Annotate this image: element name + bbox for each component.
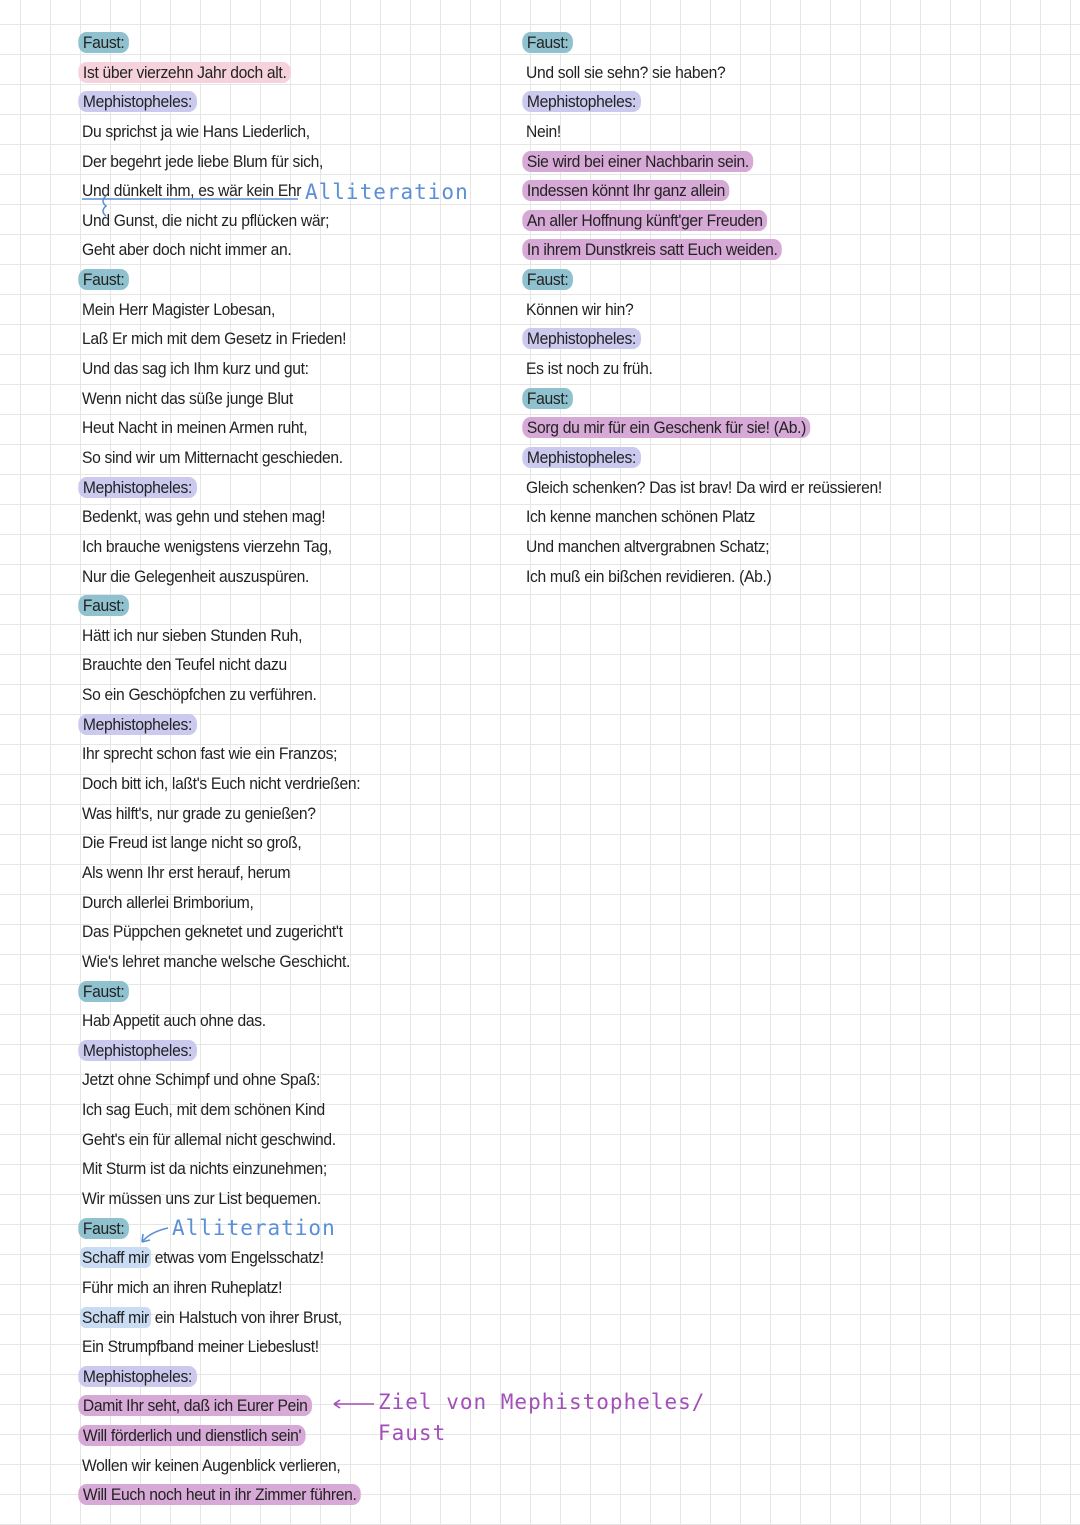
verse-text: Gleich schenken? Das ist brav! Da wird er reüssieren!	[526, 477, 882, 497]
speaker-name: Mephistopheles:	[78, 1366, 196, 1387]
speaker-label	[526, 384, 882, 414]
verse-text: In ihrem Dunstkreis satt Euch weiden.	[522, 239, 782, 260]
verse-line	[526, 532, 882, 562]
speaker-name: Faust:	[522, 32, 573, 53]
speaker-name: Mephistopheles:	[522, 91, 640, 112]
verse-line	[82, 58, 361, 88]
verse-line	[82, 1391, 361, 1421]
verse-text: Will förderlich und dienstlich sein'	[78, 1425, 305, 1446]
verse-line	[82, 1243, 361, 1273]
verse-text: Der begehrt jede liebe Blum für sich,	[82, 151, 324, 171]
verse-text: Hätt ich nur sieben Stunden Ruh,	[82, 625, 303, 645]
verse-line	[82, 295, 361, 325]
verse-line	[82, 1006, 361, 1036]
verse-text: Ist über vierzehn Jahr doch alt.	[78, 62, 291, 83]
speaker-label	[82, 87, 361, 117]
verse-line	[82, 324, 361, 354]
verse-line	[82, 680, 361, 710]
verse-line	[82, 828, 361, 858]
verse-line	[526, 562, 882, 592]
verse-text: Ich kenne manchen schönen Platz	[526, 507, 756, 527]
verse-line	[526, 354, 882, 384]
verse-line	[526, 58, 882, 88]
verse-text: Heut Nacht in meinen Armen ruht,	[82, 418, 308, 438]
verse-text: Wir müssen uns zur List bequemen.	[82, 1188, 321, 1208]
verse-text: Will Euch noch heut in ihr Zimmer führen.	[78, 1484, 361, 1505]
verse-text: Ich sag Euch, mit dem schönen Kind	[82, 1100, 325, 1120]
verse-text: Damit Ihr seht, daß ich Eurer Pein	[78, 1395, 312, 1416]
verse-line	[82, 117, 361, 147]
alliteration-note-2: Alliteration	[172, 1216, 336, 1240]
speaker-name: Mephistopheles:	[522, 447, 640, 468]
speaker-label	[82, 591, 361, 621]
verse-text: Können wir hin?	[526, 299, 634, 319]
verse-text: Wenn nicht das süße junge Blut	[82, 388, 293, 408]
speaker-name: Faust:	[78, 1218, 129, 1239]
verse-text: Es ist noch zu früh.	[526, 359, 653, 379]
verse-text: Du sprichst ja wie Hans Liederlich,	[82, 121, 310, 141]
verse-text: Nein!	[526, 121, 561, 141]
verse-text: Als wenn Ihr erst herauf, herum	[82, 862, 291, 882]
verse-text: Ich muß ein bißchen revidieren. (Ab.)	[526, 566, 772, 586]
verse-text: Das Püppchen geknetet und zugericht't	[82, 922, 343, 942]
verse-text: Geht aber doch nicht immer an.	[82, 240, 292, 260]
verse-line	[82, 147, 361, 177]
verse-line	[82, 1332, 361, 1362]
verse-line	[82, 235, 361, 265]
verse-text: Wollen wir keinen Augenblick verlieren,	[82, 1455, 341, 1475]
alliteration-note: Alliteration	[305, 180, 469, 204]
verse-text: Ihr sprecht schon fast wie ein Franzos;	[82, 744, 338, 764]
speaker-name: Mephistopheles:	[78, 91, 196, 112]
speaker-label	[82, 710, 361, 740]
speaker-label	[526, 443, 882, 473]
goal-note-line1: Ziel von Mephistopheles/	[378, 1390, 706, 1414]
verse-line	[82, 562, 361, 592]
speaker-label	[526, 28, 882, 58]
speaker-name: Mephistopheles:	[78, 714, 196, 735]
verse-text: Ein Strumpfband meiner Liebeslust!	[82, 1337, 319, 1357]
speaker-name: Mephistopheles:	[78, 1040, 196, 1061]
left-column	[82, 28, 385, 1510]
speaker-label	[526, 265, 882, 295]
speaker-name: Mephistopheles:	[78, 477, 196, 498]
verse-text: Brauchte den Teufel nicht dazu	[82, 655, 287, 675]
goal-note-line2: Faust	[378, 1421, 447, 1445]
verse-line	[526, 413, 882, 443]
speaker-label	[82, 28, 361, 58]
verse-line	[526, 473, 882, 503]
verse-text: Nur die Gelegenheit auszuspüren.	[82, 566, 310, 586]
verse-line	[526, 235, 882, 265]
speaker-label	[82, 1036, 361, 1066]
speaker-label	[82, 1362, 361, 1392]
verse-line	[82, 947, 361, 977]
verse-line	[82, 443, 361, 473]
verse-line	[82, 532, 361, 562]
verse-text: Wie's lehret manche welsche Geschicht.	[82, 951, 351, 971]
speaker-name: Faust:	[78, 269, 129, 290]
verse-line	[82, 1154, 361, 1184]
speaker-name: Faust:	[78, 595, 129, 616]
verse-line	[82, 888, 361, 918]
verse-text: Bedenkt, was gehn und stehen mag!	[82, 507, 326, 527]
verse-line	[82, 1125, 361, 1155]
verse-line	[82, 502, 361, 532]
speaker-label	[526, 324, 882, 354]
verse-text: Jetzt ohne Schimpf und ohne Spaß:	[82, 1070, 321, 1090]
verse-line	[82, 1095, 361, 1125]
verse-text: Laß Er mich mit dem Gesetz in Frieden!	[82, 329, 347, 349]
verse-line	[82, 769, 361, 799]
speaker-name: Faust:	[78, 32, 129, 53]
verse-text: Doch bitt ich, laßt's Euch nicht verdrießen:	[82, 774, 361, 794]
speaker-name: Faust:	[78, 981, 129, 1002]
verse-text: Mein Herr Magister Lobesan,	[82, 299, 275, 319]
verse-line	[82, 858, 361, 888]
verse-text: Und soll sie sehn? sie haben?	[526, 62, 726, 82]
verse-line	[82, 1421, 361, 1451]
verse-text: Sie wird bei einer Nachbarin sein.	[522, 151, 753, 172]
verse-line	[82, 799, 361, 829]
speaker-label	[82, 977, 361, 1007]
verse-text: Und das sag ich Ihm kurz und gut:	[82, 359, 309, 379]
verse-line	[526, 117, 882, 147]
verse-text: etwas vom Engelsschatz!	[150, 1248, 324, 1268]
speaker-label	[82, 265, 361, 295]
verse-line	[82, 1065, 361, 1095]
verse-line	[526, 147, 882, 177]
verse-line	[82, 1273, 361, 1303]
verse-line	[82, 1480, 361, 1510]
speaker-name: Mephistopheles:	[522, 328, 640, 349]
verse-text: Durch allerlei Brimborium,	[82, 892, 254, 912]
verse-line	[82, 1303, 361, 1333]
verse-text: Und manchen altvergrabnen Schatz;	[526, 536, 770, 556]
verse-line	[82, 917, 361, 947]
speaker-label	[526, 87, 882, 117]
verse-text: Führ mich an ihren Ruheplatz!	[82, 1277, 283, 1297]
verse-line	[82, 354, 361, 384]
verse-line	[82, 1451, 361, 1481]
verse-line	[526, 502, 882, 532]
verse-line	[82, 1184, 361, 1214]
verse-line	[526, 176, 882, 206]
verse-text: Die Freud ist lange nicht so groß,	[82, 833, 302, 853]
verse-line	[526, 206, 882, 236]
right-column	[526, 28, 913, 591]
verse-line	[82, 413, 361, 443]
verse-text: Ich brauche wenigstens vierzehn Tag,	[82, 536, 332, 556]
verse-line	[82, 650, 361, 680]
verse-text: Sorg du mir für ein Geschenk für sie! (Ab.)	[522, 417, 810, 438]
verse-text: Und dünkelt ihm, es wär kein Ehr	[82, 181, 302, 201]
verse-text: Was hilft's, nur grade zu genießen?	[82, 803, 316, 823]
verse-line	[82, 206, 361, 236]
verse-text: An aller Hoffnung künft'ger Freuden	[522, 210, 767, 231]
verse-text: Und Gunst, die nicht zu pflücken wär;	[82, 210, 330, 230]
verse-text: So ein Geschöpfchen zu verführen.	[82, 685, 317, 705]
alliteration-highlight: Schaff mir	[82, 1248, 149, 1268]
verse-text: So sind wir um Mitternacht geschieden.	[82, 447, 343, 467]
verse-text: Hab Appetit auch ohne das.	[82, 1011, 266, 1031]
verse-line	[82, 739, 361, 769]
verse-line	[82, 384, 361, 414]
verse-text: Geht's ein für allemal nicht geschwind.	[82, 1129, 336, 1149]
verse-text: ein Halstuch von ihrer Brust,	[150, 1307, 342, 1327]
speaker-label	[82, 473, 361, 503]
alliteration-highlight: Schaff mir	[82, 1307, 149, 1327]
speaker-name: Faust:	[522, 269, 573, 290]
verse-text: Mit Sturm ist da nichts einzunehmen;	[82, 1159, 327, 1179]
verse-line	[526, 295, 882, 325]
speaker-name: Faust:	[522, 388, 573, 409]
verse-line	[82, 621, 361, 651]
verse-text: Indessen könnt Ihr ganz allein	[522, 180, 729, 201]
